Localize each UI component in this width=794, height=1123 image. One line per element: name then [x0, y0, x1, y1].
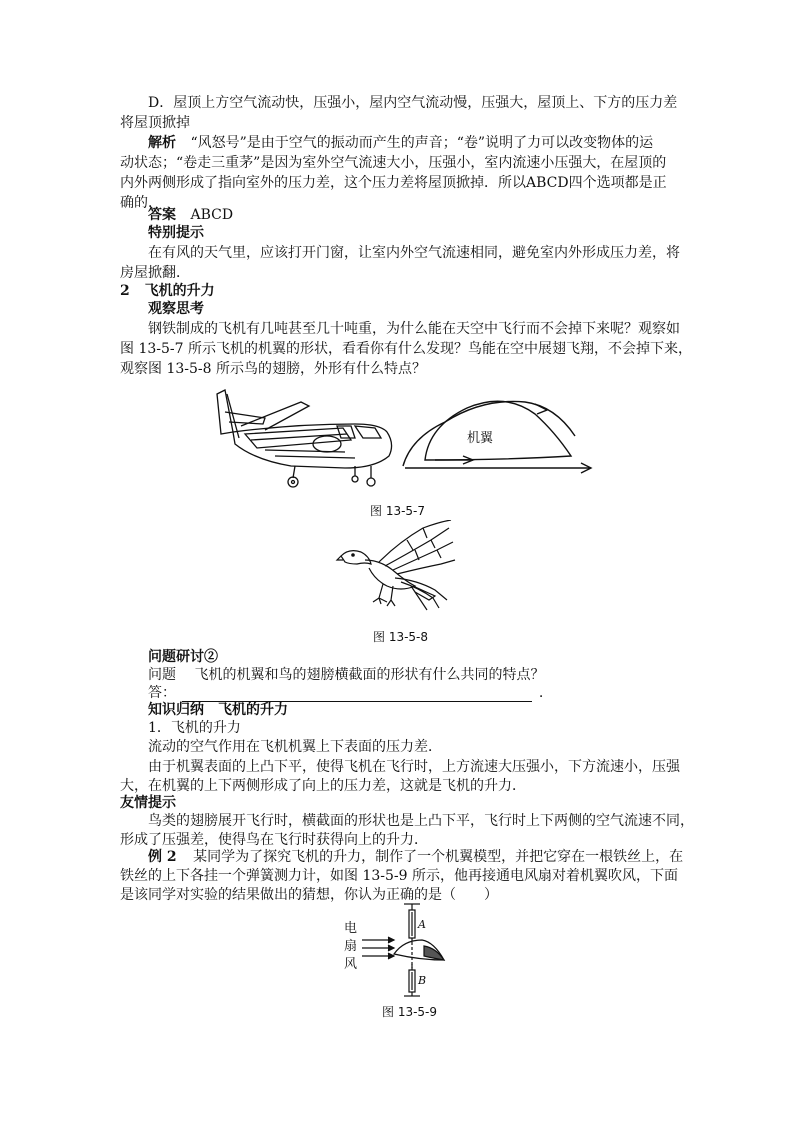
- wing-airfoil-diagram: [403, 401, 591, 473]
- analysis-line-3: 内外两侧形成了指向室外的压力差，这个压力差将屋顶掀掉．所以ABCD四个选项都是正: [120, 175, 667, 191]
- figure-13-5-7: [205, 382, 595, 492]
- example-2-line-1: [148, 848, 708, 866]
- discussion-heading: 问题研讨②: [148, 649, 218, 665]
- analysis-line-4: 确的．: [120, 195, 162, 211]
- option-d-line-2: 将屋顶掀掉: [120, 115, 190, 131]
- summary-line-3: 大，在机翼的上下两侧形成了向上的压力差，这就是飞机的升力．: [120, 778, 526, 794]
- friendly-tip-line-2: 形成了压强差，使得鸟在飞行时获得向上的升力．: [120, 832, 428, 848]
- figure-13-5-8-caption: 图 13-5-8: [373, 630, 429, 644]
- summary-heading: 知识归纳 飞机的升力: [148, 702, 288, 718]
- special-tip-heading: 特别提示: [148, 225, 204, 241]
- answer-line: [148, 206, 708, 224]
- spring-scale-apparatus: [362, 904, 444, 996]
- discussion-answer-line: [148, 684, 708, 702]
- observe-line-3: 观察图 13-5-8 所示鸟的翅膀，外形有什么特点？: [120, 361, 426, 377]
- observe-heading: 观察思考: [148, 301, 204, 317]
- summary-line-1: 流动的空气作用在飞机机翼上下表面的压力差．: [148, 739, 442, 755]
- analysis-label: 解析: [148, 135, 176, 151]
- answer-label: 答案: [148, 207, 176, 223]
- answer-value: ABCD: [190, 207, 234, 223]
- question-text: 飞机的机翼和鸟的翅膀横截面的形状有什么共同的特点？: [194, 667, 545, 683]
- bird-drawing: [337, 520, 455, 610]
- airplane-drawing: [217, 390, 392, 487]
- special-tip-line-1: 在有风的天气里，应该打开门窗，让室内外空气流速相同，避免室内外形成压力差，将: [148, 245, 680, 261]
- spring-scale-a-label: A: [418, 918, 426, 931]
- question-label: 问题: [148, 667, 176, 683]
- option-d-line-1: D．屋顶上方空气流动快，压强小，屋内空气流动慢，压强大，屋顶上、下方的压力差: [148, 95, 678, 111]
- wing-label: 机翼: [467, 431, 494, 446]
- fan-label-char-2: 扇: [344, 939, 358, 954]
- section-2-title: 飞机的升力: [144, 283, 215, 299]
- figure-13-5-8: [335, 520, 457, 620]
- example-2-line-3: 是该同学对实验的结果做出的猜想，你认为正确的是（ ）: [120, 887, 498, 903]
- fan-label-char-1: 电: [344, 921, 358, 936]
- summary-item-1: 1．飞机的升力: [148, 720, 241, 736]
- example-2-label: 例 2: [148, 849, 177, 865]
- section-2-heading: [120, 282, 680, 300]
- figure-13-5-9-caption: 图 13-5-9: [382, 1005, 438, 1019]
- special-tip-line-2: 房屋掀翻．: [120, 265, 190, 281]
- analysis-text-1: “风怒号”是由于空气的振动而产生的声音；“卷”说明了力可以改变物体的运: [190, 135, 654, 151]
- friendly-tip-heading: 友情提示: [120, 795, 176, 811]
- summary-line-2: 由于机翼表面的上凸下平，使得飞机在飞行时，上方流速大压强小，下方流速小，压强: [148, 759, 680, 775]
- answer-blank[interactable]: [182, 687, 532, 702]
- fan-label-char-3: 风: [344, 957, 358, 972]
- analysis-line-1: [148, 134, 708, 152]
- analysis-line-2: 动状态；“卷走三重茅”是因为室外空气流速大小，压强小，室内流速小压强大，在屋顶的: [120, 155, 667, 171]
- observe-line-1: 钢铁制成的飞机有几吨甚至几十吨重，为什么能在天空中飞行而不会掉下来呢？观察如: [148, 321, 680, 337]
- answer-prefix: 答：: [148, 685, 176, 701]
- observe-line-2: 图 13-5-7 所示飞机的机翼的形状，看看你有什么发现？鸟能在空中展翅飞翔，不会掉下来，: [120, 341, 692, 357]
- example-2-text-1: 某同学为了探究飞机的升力，制作了一个机翼模型，并把它穿在一根铁丝上，在: [193, 849, 684, 865]
- spring-scale-b-label: B: [418, 974, 427, 987]
- figure-13-5-9: [340, 902, 460, 998]
- answer-end: .: [538, 685, 544, 701]
- discussion-question: [148, 666, 708, 684]
- figure-13-5-7-caption: 图 13-5-7: [370, 504, 426, 518]
- section-2-number: 2: [120, 283, 130, 299]
- example-2-line-2: 铁丝的上下各挂一个弹簧测力计，如图 13-5-9 所示，他再接通电风扇对着机翼吹风，下面: [120, 868, 678, 884]
- friendly-tip-line-1: 鸟类的翅膀展开飞行时，横截面的形状也是上凸下平，飞行时上下两侧的空气流速不同，: [148, 813, 694, 829]
